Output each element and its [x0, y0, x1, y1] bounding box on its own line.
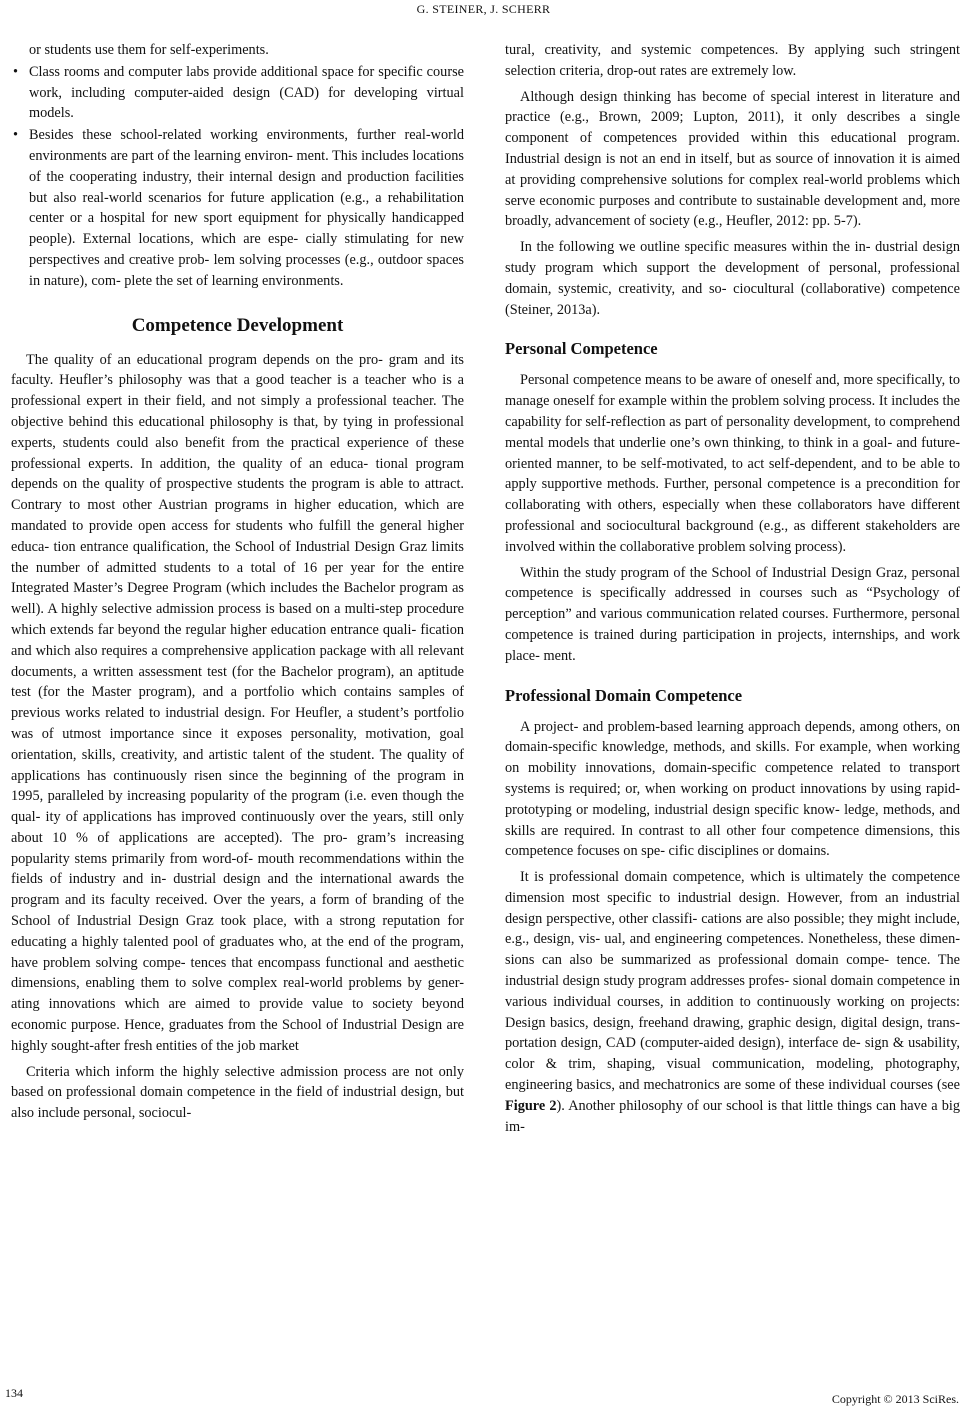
section-heading-professional-domain-competence: Professional Domain Competence: [505, 685, 743, 705]
running-head: G. STEINER, J. SCHERR: [416, 2, 551, 16]
paragraph-text: It is professional domain competence, which is ultimately the competence dimension most specific to industrial design. However, from an industrial design perspective, other classifi- cations are also possible; they might include, e.g., design, vis- ual, and engineering competences. Nonetheless, these dimen- sions can also be summarized as professional domain compe- tence. The industrial design study program addresses profes- sional domain competence in various individual courses, in addition to continuously working on projects: Design basics, design, freehand drawing, graphic design, digital design, trans- portation design, CAD (computer-aided design), interface de- sign & usability, color & trim, shaping, visual communication, modeling, photography, engineering basics, and mechatronics are some of these individual courses (see: [505, 869, 960, 1094]
left-column: [11, 40, 464, 1129]
paragraph: Within the study program of the School of Industrial Design Graz, personal competence is specifically addressed in courses such as “Psychology of perception” and various communication related courses. Furthermore, personal competence is trained during participation in projects, internships, and work place- ment.: [505, 564, 960, 664]
list-item: [11, 40, 464, 61]
paragraph: The quality of an educational program depends on the pro- gram and its faculty. Heufler’s philosophy was that a good teacher is a teacher who is a professional expert in their field, and not simply a professional teacher. The objective behind this educational philosophy is that, by tying in professional experts, students could also benefit from the practical experience of these professional experts. In addition, the quality of an educa- tional program depends on the quality of prospective students the program is able to attract. Contrary to most other Austrian programs in higher education, which are mandated to provide open access for students who fulfill the general higher educa- tion entrance qualification, the School of Industrial Design Graz limits the number of admitted students to a total of 16 per year for the entire Integrated Master’s Degree Program (which includes the Bachelor program as well). A highly selective admission process is based on a multi-step procedure which extends far beyond the regular higher education entrance quali- fication and which also requires a comprehensive application package with all relevant documents, a written assessment test (for the Bachelor program), an aptitude test (for the Master program), and a portfolio which contains samples of previous works related to industrial design. For Heufler, a student’s portfolio was of utmost importance since it exposes personality, motivation, goal orientation, skills, creativity, and artistic talent of the student. The quality of applications has continuously risen since the beginning of the program in 1995, paralleled by increasing popularity of the program (i.e. even though the qual- ity of applications has improved continuously over the years, still only about 10 % of applications are accepted). The pro- gram’s increasing popularity stems primarily from word-of- mouth recommendations within the fields of industry and in- dustrial design and the international awards the program and its faculty received. Over the years, a form of branding of the School of Industrial Design Graz took place, with a strong reputation for educating a highly talented pool of graduates who, at the end of the program, have problem solving compe- tences that encompass functional and aesthetic dimensions, enabling them to solve complex real-world problems by gener- ating innovations which are aimed to provide value to society beyond economic purpose. Hence, graduates from the School of Industrial Design are highly sought-after fresh entities of the job market: [11, 351, 464, 1054]
bullet-icon: •: [13, 127, 19, 144]
section-heading-competence-development: Competence Development: [131, 314, 344, 336]
paragraph-text: ). Another philosophy of our school is that little things can have a big im-: [505, 1097, 960, 1135]
bullet-icon: •: [13, 63, 19, 80]
learning-environments-list: [11, 40, 464, 292]
paragraph: Criteria which inform the highly selective admission process are not only based on professional domain competence in the field of industrial design, but also include personal, sociocul-: [11, 1063, 464, 1122]
list-item-text: or students use them for self-experiments.: [29, 42, 269, 58]
figure-reference-link[interactable]: Figure 2: [505, 1097, 557, 1114]
list-item: [11, 125, 464, 291]
paragraph: [505, 867, 960, 1137]
paragraph: In the following we outline specific measures within the in- dustrial design study program which support the development of personal, professional domain, systemic, creativity, and so- ciocultural (collaborative) competence (Steiner, 2013a).: [505, 239, 960, 318]
paragraph: Although design thinking has become of special interest in literature and practice (e.g., Brown, 2009; Lupton, 2011), it only describes a single component of competences provided within this educational program. Industrial design is not an end in itself, but as source of innovation it is aimed at providing comprehensive solutions for complex real-world problems which serve economic purposes and contribute to sustainable development and, more broadly, advancement of society (e.g., Heufler, 2012: pp. 5-7).: [505, 88, 960, 230]
section-heading-personal-competence: Personal Competence: [505, 339, 658, 359]
list-item-text: Besides these school-related working environments, further real-world environments are part of the learning environ- ment. This includes locations of the cooperating industry, their internal design and production facilities but also real-world scenarios for future application (e.g., a rehabilitation center or a hospital for new sport equipment for physically handicapped people). External locations, which are espe- cially stimulating for new perspectives and creative prob- lem solving processes (e.g., outdoor spaces in nature), com- plete the set of learning environments.: [29, 127, 464, 289]
page-number: 134: [5, 1386, 23, 1400]
list-item-text: Class rooms and computer labs provide additional space for specific course work, including computer-aided design (CAD) for developing virtual models.: [29, 63, 464, 122]
copyright-notice: Copyright © 2013 SciRes.: [831, 1392, 959, 1406]
paragraph: A project- and problem-based learning approach depends, among others, on domain-specific knowledge, methods, and skills. For example, when working on mobility innovations, domain-specific competence related to transport systems is required; or, when working on product innovations by using rapid-prototyping or modeling, industrial design specific know- ledge, methods, and skills are required. In contrast to all other four competence dimensions, this competence focuses on spe- cific disciplines or domains.: [505, 718, 960, 860]
list-item: [11, 62, 464, 124]
paragraph: tural, creativity, and systemic competences. By applying such stringent selection criteria, drop-out rates are extremely low.: [505, 42, 960, 79]
paragraph: Personal competence means to be aware of oneself and, more specifically, to manage oneself for example within the problem solving process. It includes the capability for self-reflection as part of personality development, to comprehend mental models that underlie one’s own thinking, to think in a goal- and future- oriented manner, to be self-motivated, to act self-dependent, and to be able to apply supportive methods. Further, personal competence is a precondition for collaborating with others, especially when these collaborators have different professional and sociocultural background (e.g., as different stakeholders are involved within the collaborative problem solving process).: [505, 372, 960, 555]
right-column: [505, 40, 960, 1142]
